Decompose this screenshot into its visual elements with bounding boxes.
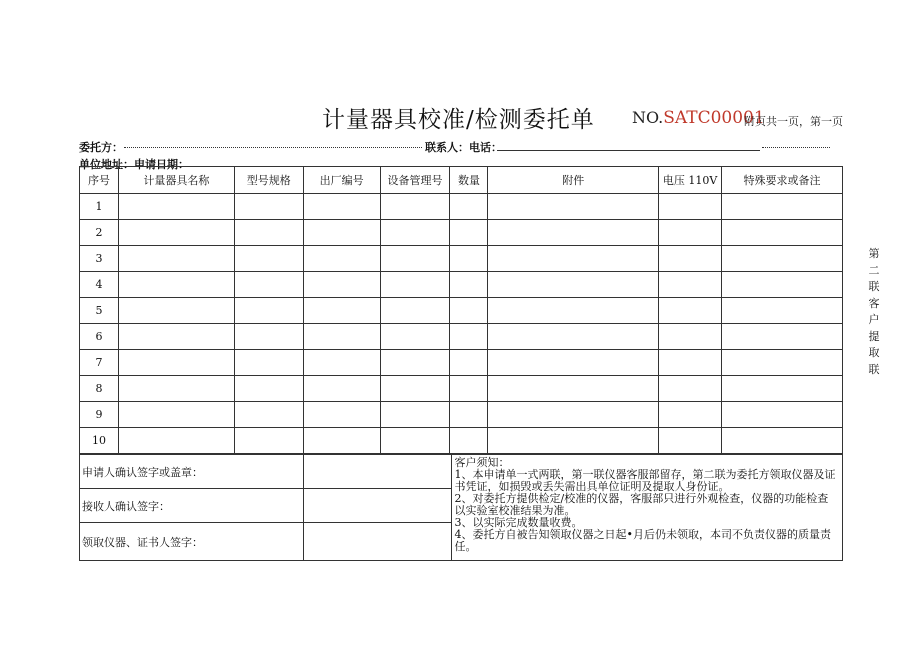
table-cell[interactable] [303,298,380,324]
table-cell[interactable] [722,324,843,350]
table-cell[interactable] [380,350,450,376]
table-cell[interactable] [234,298,303,324]
row-number: 9 [80,402,119,428]
copy-label-char: 第 [868,247,880,260]
table-row [80,428,843,454]
table-cell[interactable] [234,324,303,350]
table-cell[interactable] [488,350,659,376]
row-number: 6 [80,324,119,350]
table-cell[interactable] [234,194,303,220]
table-cell[interactable] [722,298,843,324]
table-cell[interactable] [659,376,722,402]
copy-label-char: 客 [868,296,880,310]
table-cell[interactable] [380,428,450,454]
form-number-label: NO. [632,108,664,127]
table-cell[interactable] [450,298,488,324]
col-header: 计量器具名称 [118,167,234,194]
table-cell[interactable] [450,376,488,402]
table-cell[interactable] [234,246,303,272]
table-cell[interactable] [234,402,303,428]
applicant-signature-field[interactable] [303,455,451,489]
table-row [80,220,843,246]
copy-label-char: 二 [868,263,880,277]
applicant-signature-label: 申请人确认签字或盖章： [80,455,304,489]
table-cell[interactable] [659,428,722,454]
note-item: 4、委托方自被告知领取仪器之日起•月后仍未领取，本司不负责仪器的质量责任。 [454,528,831,553]
table-cell[interactable] [659,220,722,246]
col-header: 出厂编号 [303,167,380,194]
table-cell[interactable] [303,402,380,428]
table-cell[interactable] [450,272,488,298]
table-cell[interactable] [659,402,722,428]
table-row [80,402,843,428]
table-cell[interactable] [488,376,659,402]
table-cell[interactable] [380,376,450,402]
table-cell[interactable] [659,246,722,272]
phone-label: 电话： [469,141,502,154]
table-cell[interactable] [234,350,303,376]
table-cell[interactable] [488,272,659,298]
table-cell[interactable] [118,220,234,246]
table-cell[interactable] [380,246,450,272]
page-count: 附页共一页，第一页 [744,115,843,128]
table-cell[interactable] [380,298,450,324]
table-cell[interactable] [380,272,450,298]
copy-label-char: 户 [868,313,880,326]
phone-field[interactable] [497,150,760,151]
table-cell[interactable] [234,376,303,402]
table-cell[interactable] [488,194,659,220]
phone-field-extra[interactable] [762,143,830,148]
table-cell[interactable] [450,350,488,376]
col-header: 特殊要求或备注 [722,167,843,194]
collector-signature-field[interactable] [303,523,451,561]
table-row [80,194,843,220]
copy-label [868,246,880,378]
table-cell[interactable] [380,402,450,428]
table-cell[interactable] [722,428,843,454]
table-cell[interactable] [380,324,450,350]
table-cell[interactable] [659,324,722,350]
receiver-signature-label: 接收人确认签字： [80,489,304,523]
table-cell[interactable] [118,402,234,428]
signature-table [79,454,843,561]
table-cell[interactable] [118,350,234,376]
copy-label-char: 提 [868,329,880,343]
date-label: 申请日期： [134,158,189,171]
row-number: 4 [80,272,119,298]
table-cell[interactable] [450,246,488,272]
table-cell[interactable] [118,298,234,324]
table-cell[interactable] [659,194,722,220]
table-cell[interactable] [118,324,234,350]
table-cell[interactable] [303,246,380,272]
table-cell[interactable] [450,428,488,454]
table-cell[interactable] [380,220,450,246]
table-row [80,246,843,272]
table-cell[interactable] [659,350,722,376]
table-cell[interactable] [118,428,234,454]
table-cell[interactable] [722,376,843,402]
note-item: 1、本申请单一式两联，第一联仪器客服部留存，第二联为委托方领取仪器及证书凭证，如损毁或丢失需出具单位证明及提取人身份证。 [454,468,836,493]
client-label: 委托方： [79,141,123,154]
table-cell[interactable] [488,298,659,324]
table-cell[interactable] [303,272,380,298]
table-row [80,376,843,402]
copy-label-char: 取 [868,346,880,359]
row-number: 3 [80,246,119,272]
table-cell[interactable] [303,376,380,402]
client-field[interactable] [124,143,422,148]
contact-phone-label [425,139,502,155]
table-cell[interactable] [722,246,843,272]
collector-signature-label: 领取仪器、证书人签字： [80,523,304,561]
table-cell[interactable] [118,246,234,272]
table-cell[interactable] [722,272,843,298]
table-cell[interactable] [450,220,488,246]
col-header: 附件 [488,167,659,194]
table-cell[interactable] [488,220,659,246]
table-cell[interactable] [303,428,380,454]
table-cell[interactable] [488,324,659,350]
receiver-signature-field[interactable] [303,489,451,523]
table-cell[interactable] [303,350,380,376]
address-label: 单位地址： [79,158,134,171]
form-title: 计量器具校准/检测委托单 [322,107,595,133]
table-cell[interactable] [450,324,488,350]
row-number: 5 [80,298,119,324]
table-cell[interactable] [380,194,450,220]
row-number: 1 [80,194,119,220]
table-cell[interactable] [303,220,380,246]
table-cell[interactable] [488,428,659,454]
table-row [80,272,843,298]
table-cell[interactable] [722,350,843,376]
col-header: 型号规格 [234,167,303,194]
row-number: 2 [80,220,119,246]
table-cell[interactable] [450,402,488,428]
copy-label-char: 联 [868,280,880,293]
table-cell[interactable] [659,298,722,324]
table-cell[interactable] [303,194,380,220]
form-number-value: SATC00001 [663,108,765,128]
table-cell[interactable] [722,194,843,220]
copy-label-char: 联 [868,362,880,376]
col-header: 序号 [80,167,119,194]
table-cell[interactable] [118,376,234,402]
row-number: 10 [80,428,119,454]
table-cell[interactable] [722,402,843,428]
table-cell[interactable] [234,220,303,246]
table-cell[interactable] [118,194,234,220]
col-header: 设备管理号 [380,167,450,194]
table-row [80,324,843,350]
customer-notes [451,455,843,561]
row-number: 7 [80,350,119,376]
table-cell[interactable] [488,402,659,428]
table-cell[interactable] [722,220,843,246]
table-cell[interactable] [303,324,380,350]
col-header: 电压 110V [659,167,722,194]
contact-label: 联系人： [425,141,469,154]
table-cell[interactable] [234,272,303,298]
table-header-row [80,167,843,194]
table-cell[interactable] [450,194,488,220]
notes-title: 客户须知： [454,456,510,469]
table-cell[interactable] [234,428,303,454]
instrument-table [79,166,843,454]
table-cell[interactable] [488,246,659,272]
row-number: 8 [80,376,119,402]
table-cell[interactable] [118,272,234,298]
col-header: 数量 [450,167,488,194]
table-row [80,298,843,324]
note-item: 2、对委托方提供检定/校准的仪器，客服部只进行外观检查，仪器的功能检查以实验室校准结果为准。 [454,492,829,517]
table-row [80,350,843,376]
table-cell[interactable] [659,272,722,298]
note-item: 3、以实际完成数量收费。 [454,516,583,529]
